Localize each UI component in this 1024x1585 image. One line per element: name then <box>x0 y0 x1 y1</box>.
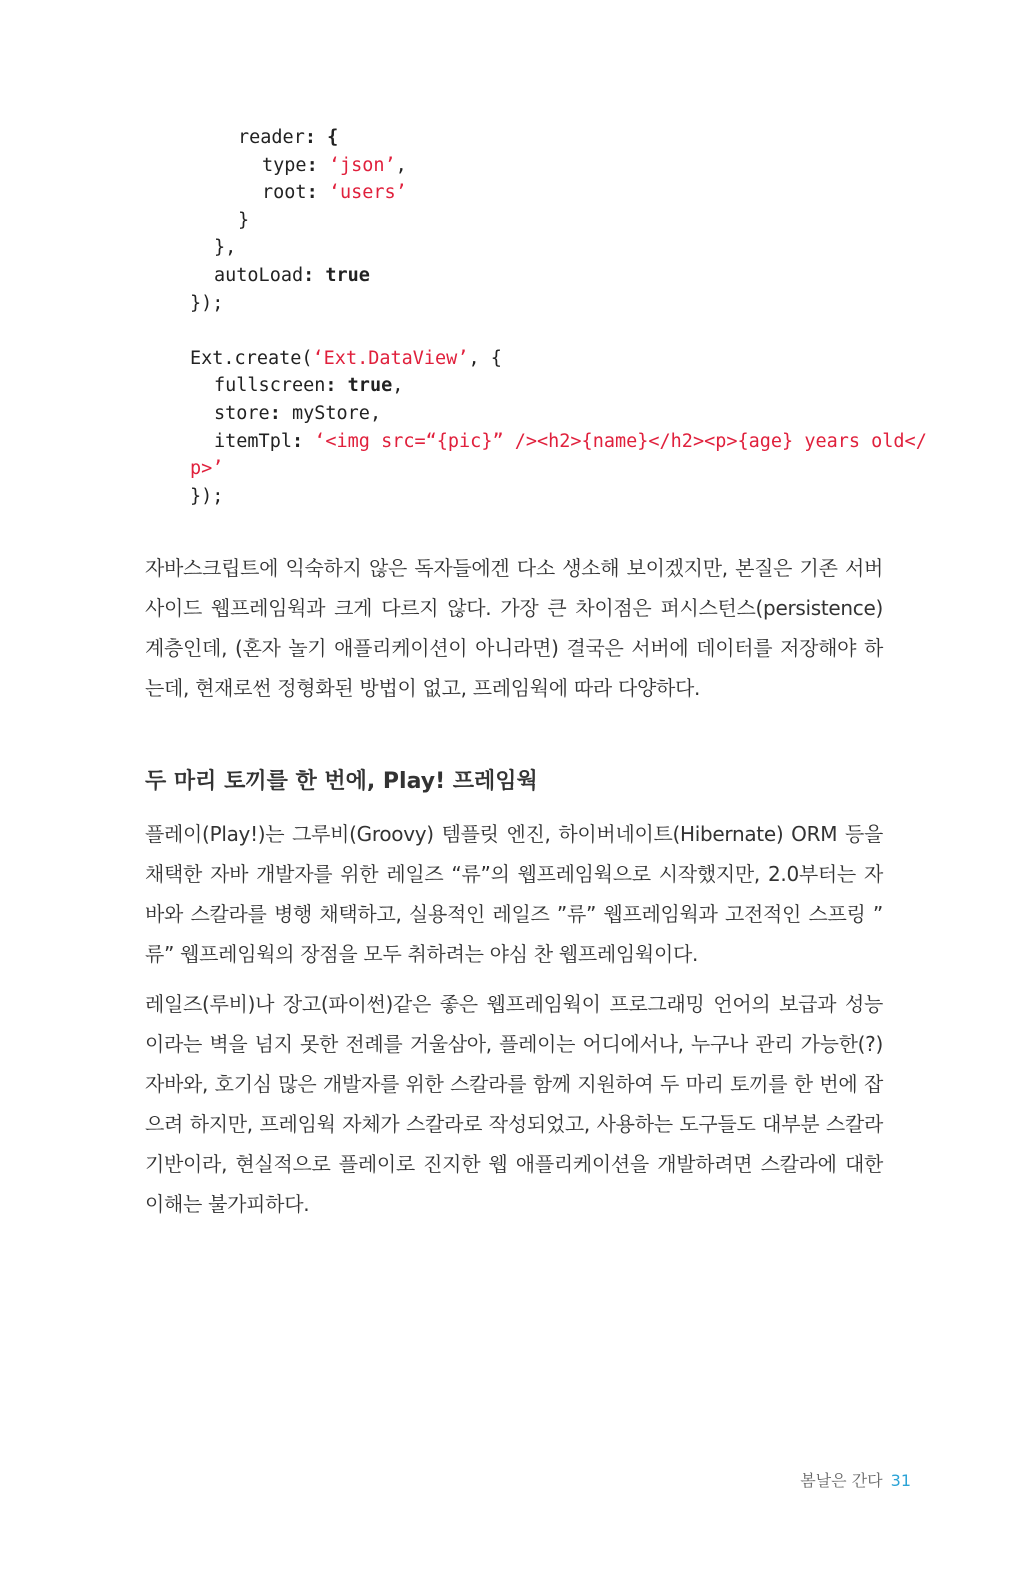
code-key: root <box>262 182 307 204</box>
section-heading: 두 마리 토끼를 한 번에, Play! 프레임웍 <box>145 769 538 794</box>
paragraph: 자바스크립트에 익숙하지 않은 독자들에겐 다소 생소해 보이겠지만, 본질은 기존 서버 사이드 웹프레임웍과 크게 다르지 않다. 가장 큰 차이점은 퍼시스턴스(persistence) 계층인데, (혼자 놀기 애플리케이션이 아니라면) 결국은 서버에 데이터를 저장해야 하는데, 현재로썬 정형화된 방법이 없고, 프레임웍에 따라 다양하다. <box>145 556 883 700</box>
code-blank-line <box>190 317 927 345</box>
page-footer <box>800 1468 911 1491</box>
code-line: } <box>238 209 250 231</box>
code-punct: , <box>392 375 404 397</box>
code-line <box>190 400 927 428</box>
code-key: type <box>262 154 307 176</box>
code-line <box>190 372 927 400</box>
code-block <box>190 124 927 510</box>
code-keyword: true <box>325 264 370 286</box>
code-punct: , <box>395 154 407 176</box>
code-call: Ext.create( <box>190 347 313 369</box>
code-string: ‘<img src=“{pic}” /><h2>{name}</h2><p>{age} years old</ <box>314 430 927 452</box>
book-title: 봄날은 간다 <box>800 1471 883 1490</box>
code-value: myStore, <box>291 402 382 424</box>
code-key: store <box>214 402 270 424</box>
code-key: reader <box>238 127 305 148</box>
code-string: ‘users’ <box>328 182 407 204</box>
paragraph: 플레이(Play!)는 그루비(Groovy) 템플릿 엔진, 하이버네이트(Hibernate) ORM 등을 채택한 자바 개발자를 위한 레일즈 “류”의 웹프레임웍으로 시작했지만, 2.0부터는 자바와 스칼라를 병행 채택하고, 실용적인 레일즈 ”류” 웹프레임웍과 고전적인 스프링 ” 류” 웹프레임웍의 장점을 모두 취하려는 야심 찬 웹프레임웍이다. <box>145 822 883 966</box>
code-punct: : <box>306 154 329 176</box>
code-key: autoLoad <box>214 264 304 286</box>
paragraph: 레일즈(루비)나 장고(파이썬)같은 좋은 웹프레임웍이 프로그래밍 언어의 보급과 성능이라는 벽을 넘지 못한 전례를 거울삼아, 플레이는 어디에서나, 누구나 관리 가능한(?) 자바와, 호기심 많은 개발자를 위한 스칼라를 함께 지원하여 두 마리 토끼를 한 번에 잡으려 하지만, 프레임웍 자체가 스칼라로 작성되었고, 사용하는 도구들도 대부분 스칼라 기반이라, 현실적으로 플레이로 진지한 웹 애플리케이션을 개발하려면 스칼라에 대한 이해는 불가피하다. <box>145 992 883 1216</box>
code-line <box>190 179 927 207</box>
code-punct: : <box>325 375 348 397</box>
code-punct: : { <box>304 127 339 148</box>
code-key: itemTpl <box>214 430 292 452</box>
body-text-section-1 <box>145 548 883 718</box>
code-line <box>190 152 927 180</box>
page-number: 31 <box>890 1471 911 1490</box>
code-key: fullscreen <box>214 375 326 397</box>
code-punct: , { <box>468 347 502 369</box>
body-text-section-2 <box>145 814 883 1234</box>
code-line <box>190 345 927 373</box>
code-punct: : <box>306 182 329 204</box>
code-string: p>’ <box>190 458 224 480</box>
code-punct: : <box>269 402 292 424</box>
code-line: }); <box>190 292 224 314</box>
code-punct: : <box>303 264 326 286</box>
code-line <box>190 455 927 483</box>
code-line <box>190 124 927 152</box>
code-string: ‘json’ <box>328 154 396 176</box>
code-line <box>190 428 927 456</box>
code-keyword: true <box>347 375 393 397</box>
code-line <box>190 262 927 290</box>
code-punct: : <box>291 430 315 452</box>
code-line: }); <box>190 485 224 507</box>
code-line: }, <box>214 237 237 259</box>
code-string: ‘Ext.DataView’ <box>312 347 469 369</box>
